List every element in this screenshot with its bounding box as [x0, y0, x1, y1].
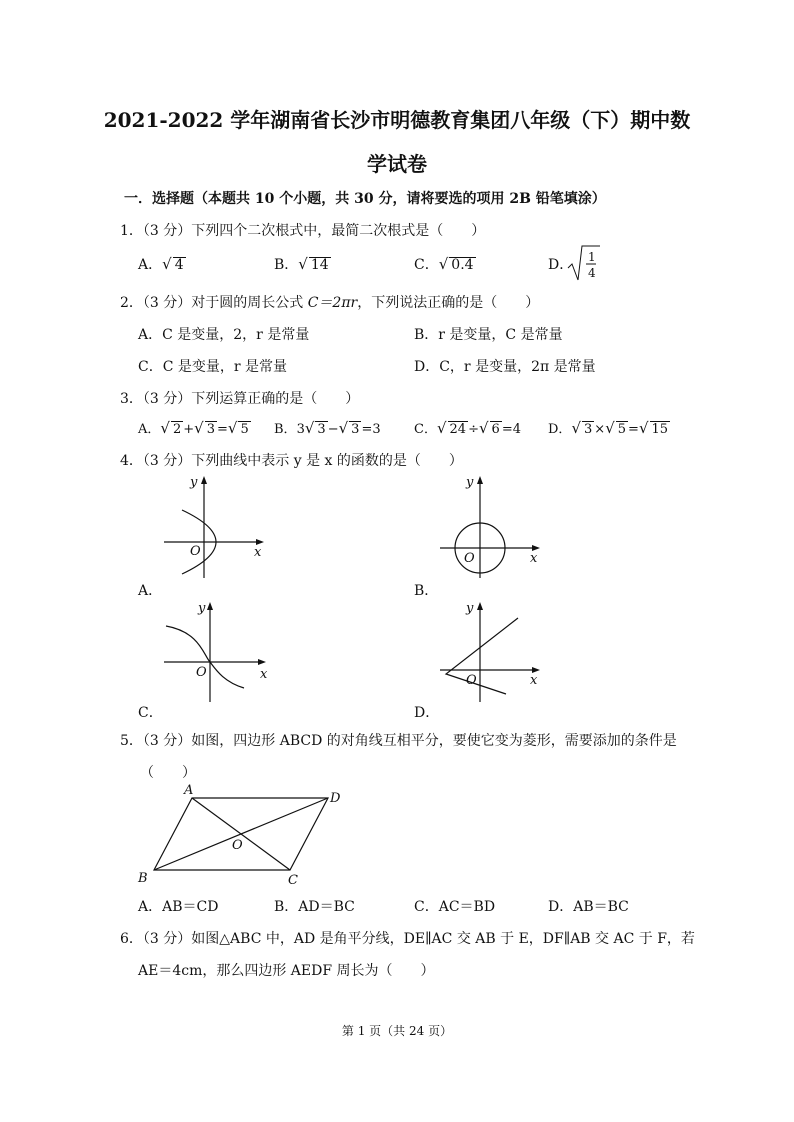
q1-option-b: B．√ 14 [274, 255, 329, 273]
y-axis-label: y [466, 601, 474, 616]
x-axis-label: x [254, 545, 262, 560]
q5-option-b: B．AD＝BC [274, 899, 355, 915]
x-axis-label: x [260, 667, 268, 682]
origin-label: O [190, 544, 201, 559]
q5-answer-paren: （ ） [140, 765, 196, 781]
x-axis-label: x [530, 551, 538, 566]
fraction-denominator: 4 [588, 266, 596, 280]
page-footer: 第 1 页（共 24 页） [341, 1024, 453, 1038]
q3-option-a: A．√ 2 +√ 3 =√ 5 [138, 419, 249, 437]
origin-label: O [464, 551, 475, 566]
q6-stem-line1: 6．（3 分）如图△ABC 中，AD 是角平分线，DE∥AC 交 AB 于 E，DF∥AB 交 AC 于 F，若 [120, 931, 695, 947]
v-shaped-lines [446, 618, 518, 694]
q1-option-d: D． [548, 257, 574, 273]
q3-stem: 3．（3 分）下列运算正确的是（ ） [120, 391, 360, 407]
point-b-label: B [138, 871, 148, 886]
y-axis-label: y [198, 601, 206, 616]
q3-option-d: D．√ 3 ×√ 5 =√ 15 [548, 419, 669, 437]
q3-option-c: C．√ 24 ÷√ 6 =4 [414, 419, 521, 437]
q5-stem: 5．（3 分）如图，四边形 ABCD 的对角线互相平分，要使它变为菱形，需要添加的条件是 [120, 733, 677, 749]
fraction-numerator: 1 [588, 250, 596, 264]
q1-option-d-fraction-radical [566, 242, 602, 284]
x-axis-label: x [530, 673, 538, 688]
y-axis-label: y [190, 475, 198, 490]
q2-stem: 2．（3 分）对于圆的周长公式 C＝2πr，下列说法正确的是（ ） [120, 295, 540, 311]
point-c-label: C [288, 873, 298, 888]
q5-option-a: A．AB＝CD [138, 899, 219, 915]
point-o-label: O [232, 838, 243, 853]
origin-label: O [196, 665, 207, 680]
q1-option-a: A．√ 4 [138, 255, 184, 273]
q4-graph-c [160, 596, 270, 706]
q3-option-b: B．3√ 3 −√ 3 =3 [274, 419, 381, 437]
q2-option-a: A．C 是变量，2，r 是常量 [138, 327, 310, 343]
q5-parallelogram-figure [130, 782, 350, 890]
q4-graph-b [436, 472, 546, 582]
q4-graph-a [160, 472, 270, 582]
point-a-label: A [184, 783, 194, 798]
q2-option-c: C．C 是变量，r 是常量 [138, 359, 288, 375]
q5-option-d: D．AB＝BC [548, 899, 629, 915]
exam-title-line1: 2021-2022 学年湖南省长沙市明德教育集团八年级（下）期中数 [103, 108, 691, 132]
q1-stem: 1．（3 分）下列四个二次根式中，最简二次根式是（ ） [120, 223, 486, 239]
exam-title-line2: 学试卷 [367, 152, 427, 176]
q4-label-a: A． [138, 583, 163, 599]
q4-graph-d [436, 596, 546, 706]
point-d-label: D [330, 791, 341, 806]
origin-label: O [466, 673, 477, 688]
q5-option-c: C．AC＝BD [414, 899, 496, 915]
q2-option-d: D．C，r 是变量，2π 是常量 [414, 359, 596, 375]
q2-option-b: B．r 是变量，C 是常量 [414, 327, 563, 343]
diagonal-bd [154, 798, 328, 870]
q4-label-b: B． [414, 583, 439, 599]
y-axis-label: y [466, 475, 474, 490]
section-header: 一．选择题（本题共 10 个小题，共 30 分，请将要选的项用 2B 铅笔填涂） [124, 191, 606, 207]
q1-option-c: C．√ 0.4 [414, 255, 474, 273]
q4-stem: 4．（3 分）下列曲线中表示 y 是 x 的函数的是（ ） [120, 453, 463, 469]
q6-stem-line2: AE＝4cm，那么四边形 AEDF 周长为（ ） [138, 963, 435, 979]
q4-label-c: C． [138, 705, 163, 721]
q4-label-d: D． [414, 705, 440, 721]
